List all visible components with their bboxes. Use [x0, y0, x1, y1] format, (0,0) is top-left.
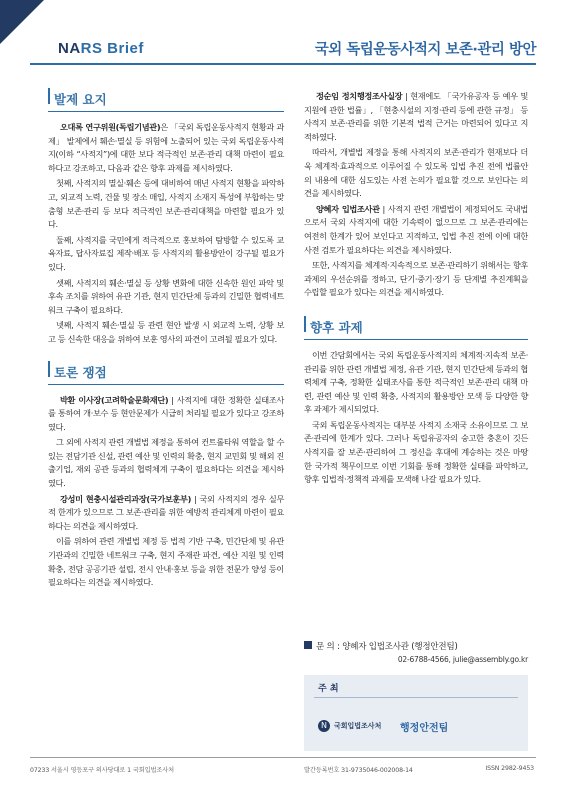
contact-label	[304, 641, 528, 654]
host-team-name: 행정안전팀	[400, 723, 449, 734]
right-column	[304, 90, 528, 489]
debate-paragraph-7	[304, 203, 528, 257]
logo-text-na: NA	[58, 40, 81, 57]
section-heading-summary: 발제 요지	[48, 90, 284, 112]
paragraph-text: | 사적지에 대한 정확한 실태조사를 통하여 개·보수 등 현안문제가 시급히 처리될 필요가 있다고 강조하였다.	[48, 394, 284, 432]
footer-divider	[30, 757, 536, 758]
speaker-name: 박환 이사장(고려학술문화재단)	[60, 394, 169, 405]
footer-issn: ISSN 2982-9453	[485, 765, 534, 772]
page-title: 국외 독립운동사적지 보존·관리 방안	[314, 42, 536, 58]
left-column	[48, 90, 284, 592]
summary-paragraph-4: 셋째, 사적지의 훼손·멸실 등 상황 변화에 대한 신속한 원인 파악 및 후속 조치를 위하여 유관 기관, 현지 민간단체 등과의 긴밀한 협력네트워크 구축이 필요하다.	[48, 277, 284, 315]
contact-info	[304, 641, 528, 666]
debate-paragraph-4: 이를 위하여 관련 개별법 제정 등 법적 기반 구축, 민간단체 및 유관 기관과의 긴밀한 네트워크 구축, 현지 주재관 파견, 예산 지원 및 인력 확충, 전담 공공기관 설립, 전시 안내·홍보 등을 위한 전문가 양성 등이 필요하다는 의견을 제시하였다.	[48, 536, 284, 588]
logo-text-brief: Brief	[102, 40, 144, 57]
speaker-name: 오대록 연구위원(독립기념관)	[60, 122, 161, 132]
footer-address: 07233 서울시 영등포구 의사당대로 1 국회입법조사처	[30, 767, 175, 774]
paragraph-text: | 사적지 관련 개별법이 제정되어도 국내법으로서 국외 사적지에 대한 기속력이 없으므로 그 보존·관리에는 여전히 한계가 있어 보인다고 지적하고, 입법 추진 전에 이에 대한 사전 검토가 필요하다는 의견을 제시하였다.	[304, 203, 528, 255]
section-heading-future: 향후 과제	[304, 318, 528, 340]
summary-paragraph-5: 넷째, 사적지 훼손·멸실 등 관련 현안 발생 시 외교적 노력, 상황 보고 등 신속한 대응을 위하여 보훈 영사의 파견이 고려될 필요가 있다.	[48, 320, 284, 344]
debate-paragraph-5	[304, 90, 528, 144]
section-heading-debate: 토론 쟁점	[48, 363, 284, 385]
logo-text-rs: RS	[80, 40, 103, 57]
debate-paragraph-6: 따라서, 개별법 제정을 통해 사적지의 보존·관리가 현재보다 더욱 체계적·효과적으로 이루어질 수 있도록 입법 추진 전에 법률안의 내용에 대한 심도있는 사전 논의가 필요할 것으로 보인다는 의견을 제시하였다.	[304, 147, 528, 199]
nars-emblem-icon: N	[318, 720, 330, 732]
nars-brief-logo	[58, 40, 144, 57]
header-divider	[30, 63, 536, 65]
debate-paragraph-3	[48, 493, 284, 534]
square-bullet-icon	[304, 641, 312, 649]
host-org-name: 국회입법조사처	[334, 722, 382, 730]
speaker-name: 양혜자 입법조사관	[316, 203, 380, 214]
speaker-name: 정순임 정치행정조사실장	[316, 91, 403, 101]
footer-registration: 발간등록번호 31-9735046-002008-14	[304, 767, 413, 774]
paragraph-text: | 현재에도 「국가유공자 등 예우 및 지원에 관한 법률」, 「현충시설의 지정·관리 등에 관한 규정」 등 사적지 보존·관리를 위한 기본적 법적 근거는 마련되어 있다고 지적하였다.	[304, 91, 529, 142]
paragraph-text: | 국외 사적지의 경우 실무적 한계가 있으므로 그 보존·관리를 위한 예방적 관리체계 마련이 필요하다는 의견을 제시하였다.	[48, 493, 284, 531]
corner-accent	[0, 0, 44, 44]
summary-paragraph-2: 첫째, 사적지의 멸실·훼손 등에 대비하여 매년 사적지 현황을 파악하고, 외교적 노력, 건물 및 장소 매입, 사적지 소재지 특성에 부합하는 맞춤형 보존·관리 등 보다 적극적인 보존·관리대책을 마련할 필요가 있다.	[48, 178, 284, 230]
speaker-name: 강성미 현충시설관리과장(국가보훈부)	[60, 493, 191, 504]
host-divider	[314, 697, 518, 698]
future-paragraph-2: 국외 독립운동사적지는 대부분 사적지 소재국 소유이므로 그 보존·관리에 한계가 있다. 그러나 독립유공자의 숭고한 충혼이 깃든 사적지를 잘 보존·관리하여 그 정신을 후대에 계승하는 것은 마땅한 국가적 책무이므로 이번 기회를 통해 정확한 실태를 파악하고, 향후 입법적·정책적 과제를 모색해 나갈 필요가 있다.	[304, 419, 528, 485]
summary-paragraph-1	[48, 121, 284, 175]
debate-paragraph-8: 또한, 사적지를 체계적·지속적으로 보존·관리하기 위해서는 향후 과제의 우선순위를 정하고, 단기·중기·장기 등 단계별 추진계획을 수립할 필요가 있다는 의견을 제시하였다.	[304, 260, 528, 298]
summary-paragraph-3: 둘째, 사적지를 국민에게 적극적으로 홍보하여 탐방할 수 있도록 교육자료, 답사자료집 제작·배포 등 사적지의 활용방안이 강구될 필요가 있다.	[48, 234, 284, 272]
contact-detail: 02-6788-4566, julie@assembly.go.kr	[397, 655, 528, 664]
debate-paragraph-2: 그 외에 사적지 관련 개별법 제정을 통하여 컨트롤타워 역할을 할 수 있는 전담기관 신설, 관련 예산 및 인력의 확충, 현지 교민회 및 해외 진출기업, 재외 공관 등과의 협력체계 구축이 필요하다는 의견을 제시하였다.	[48, 437, 284, 489]
contact-label-text: 문 의 : 양혜자 입법조사관 (행정안전팀)	[316, 642, 458, 652]
host-label: 주 최	[318, 684, 339, 694]
debate-paragraph-1	[48, 394, 284, 435]
future-paragraph-1: 이번 간담회에서는 국외 독립운동사적지의 체계적·지속적 보존·관리를 위한 관련 개별법 제정, 유관 기관, 현지 민간단체 등과의 협력체계 구축, 정확한 실태조사를 통한 적극적인 보존·관리 대책 마련, 관련 예산 및 인력 확충, 사적지의 활용방안 모색 등 다양한 향후 과제가 제시되었다.	[304, 349, 528, 415]
paragraph-text: 은 「국외 독립운동사적지 현황과 과제」 발제에서 훼손·멸실 등 위험에 노출되어 있는 국외 독립운동사적지(이하 “사적지”)에 대한 보다 적극적인 보존·관리 대책 마련이 필요하다고 강조하고, 다음과 같은 향후 과제를 제시하였다.	[48, 122, 284, 173]
host-box	[304, 675, 528, 751]
